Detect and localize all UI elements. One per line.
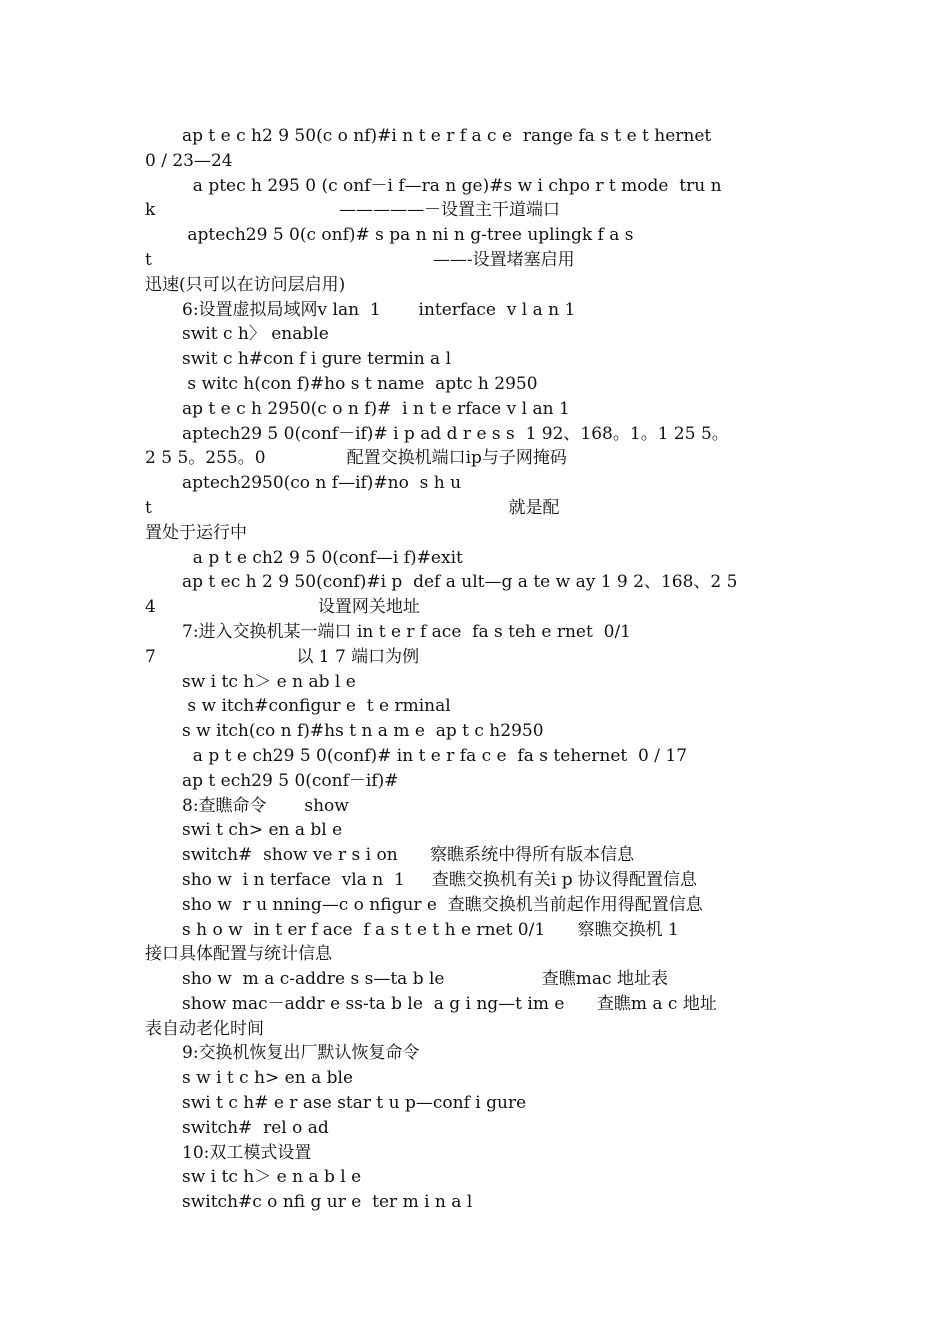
text-line: s w i t c h> en a ble xyxy=(182,1068,354,1089)
text-line: 接口具体配置与统计信息 xyxy=(145,944,332,965)
text-line: aptech2950(co n f—if)#no s h u xyxy=(182,473,462,494)
text-line: 9:交换机恢复出厂默认恢复命令 xyxy=(182,1043,420,1064)
text-line: 8:查瞧命令 show xyxy=(182,795,349,816)
text-line: 4 设置网关地址 xyxy=(145,597,420,618)
text-line: swi t ch> en a bl e xyxy=(182,820,343,841)
text-line: sw i tc h＞ e n a b l e xyxy=(182,1167,362,1188)
text-line: 2 5 5。255。0 配置交换机端口ip与子网掩码 xyxy=(145,448,567,469)
text-line: aptech29 5 0(conf－if)# i p ad d r e s s 1 92、168。1。1 25 5。 xyxy=(182,423,729,444)
text-line: a p t e ch29 5 0(conf)# in t e r fa c e fa s tehernet 0 / 17 xyxy=(182,745,688,766)
text-line: 7 以 1 7 端口为例 xyxy=(145,646,420,667)
document-page xyxy=(145,124,810,1215)
text-line: 10:双工模式设置 xyxy=(182,1142,312,1163)
text-line: switch# rel o ad xyxy=(182,1117,329,1138)
text-line: 0 / 23—24 xyxy=(145,150,233,171)
text-line: ap t e c h 2950(c o n f)# i n t e rface v l an 1 xyxy=(182,398,570,419)
text-line: 7:进入交换机某一端口 in t e r f ace fa s teh e rnet 0/1 xyxy=(182,621,631,642)
text-line: swit c h#con f i gure termin a l xyxy=(182,349,452,370)
text-line: t 就是配 xyxy=(145,497,560,518)
text-line: aptech29 5 0(c onf)# s pa n ni n g-tree uplingk f a s xyxy=(182,225,634,246)
text-line: ap t ec h 2 9 50(conf)#i p def a ult—g a te w ay 1 9 2、168、2 5 xyxy=(182,572,738,593)
text-line: switch# show ve r s i on 察瞧系统中得所有版本信息 xyxy=(182,845,635,866)
text-line: a ptec h 295 0 (c onf－i f—ra n ge)#s w i chpo r t mode tru n xyxy=(182,175,722,196)
text-line: s witc h(con f)#ho s t name aptc h 2950 xyxy=(182,373,538,394)
text-line: sho w i n terface vla n 1 查瞧交换机有关i p 协议得配置信息 xyxy=(182,869,697,890)
text-line: s w itch#configur e t e rminal xyxy=(182,696,451,717)
text-line: t ——-设置堵塞启用 xyxy=(145,249,575,270)
text-line: swi t c h# e r ase star t u p—conf i gure xyxy=(182,1093,527,1114)
text-line: sho w m a c-addre s s—ta b le 查瞧mac 地址表 xyxy=(182,969,668,990)
text-line: s h o w in t er f ace f a s t e t h e rnet 0/1 察瞧交换机 1 xyxy=(182,919,679,940)
text-line: s w itch(co n f)#hs t n a m e ap t c h2950 xyxy=(182,721,544,742)
text-line: sho w r u nning—c o nfigur e 查瞧交换机当前起作用得配置信息 xyxy=(182,894,703,915)
text-line: ap t ech29 5 0(conf－if)# xyxy=(182,770,399,791)
text-line: 迅速(只可以在访问层启用) xyxy=(145,274,346,295)
text-line: a p t e ch2 9 5 0(conf—i f)#exit xyxy=(182,547,463,568)
text-line: show mac－addr e ss-ta b le a g i ng—t im e 查瞧m a c 地址 xyxy=(182,993,717,1014)
text-line: 6:设置虚拟局域网v lan 1 interface v l a n 1 xyxy=(182,299,576,320)
text-line: k —————－设置主干道端口 xyxy=(145,200,561,221)
text-line: switch#c o nfi g ur e ter m i n a l xyxy=(182,1192,473,1213)
text-line: ap t e c h2 9 50(c o nf)#i n t e r f a c e range fa s t e t hernet xyxy=(182,126,712,146)
text-line: 置处于运行中 xyxy=(145,522,247,543)
text-line: 表自动老化时间 xyxy=(145,1018,264,1039)
text-line: swit c h〉 enable xyxy=(182,324,329,345)
text-line: sw i tc h＞ e n ab l e xyxy=(182,671,356,692)
